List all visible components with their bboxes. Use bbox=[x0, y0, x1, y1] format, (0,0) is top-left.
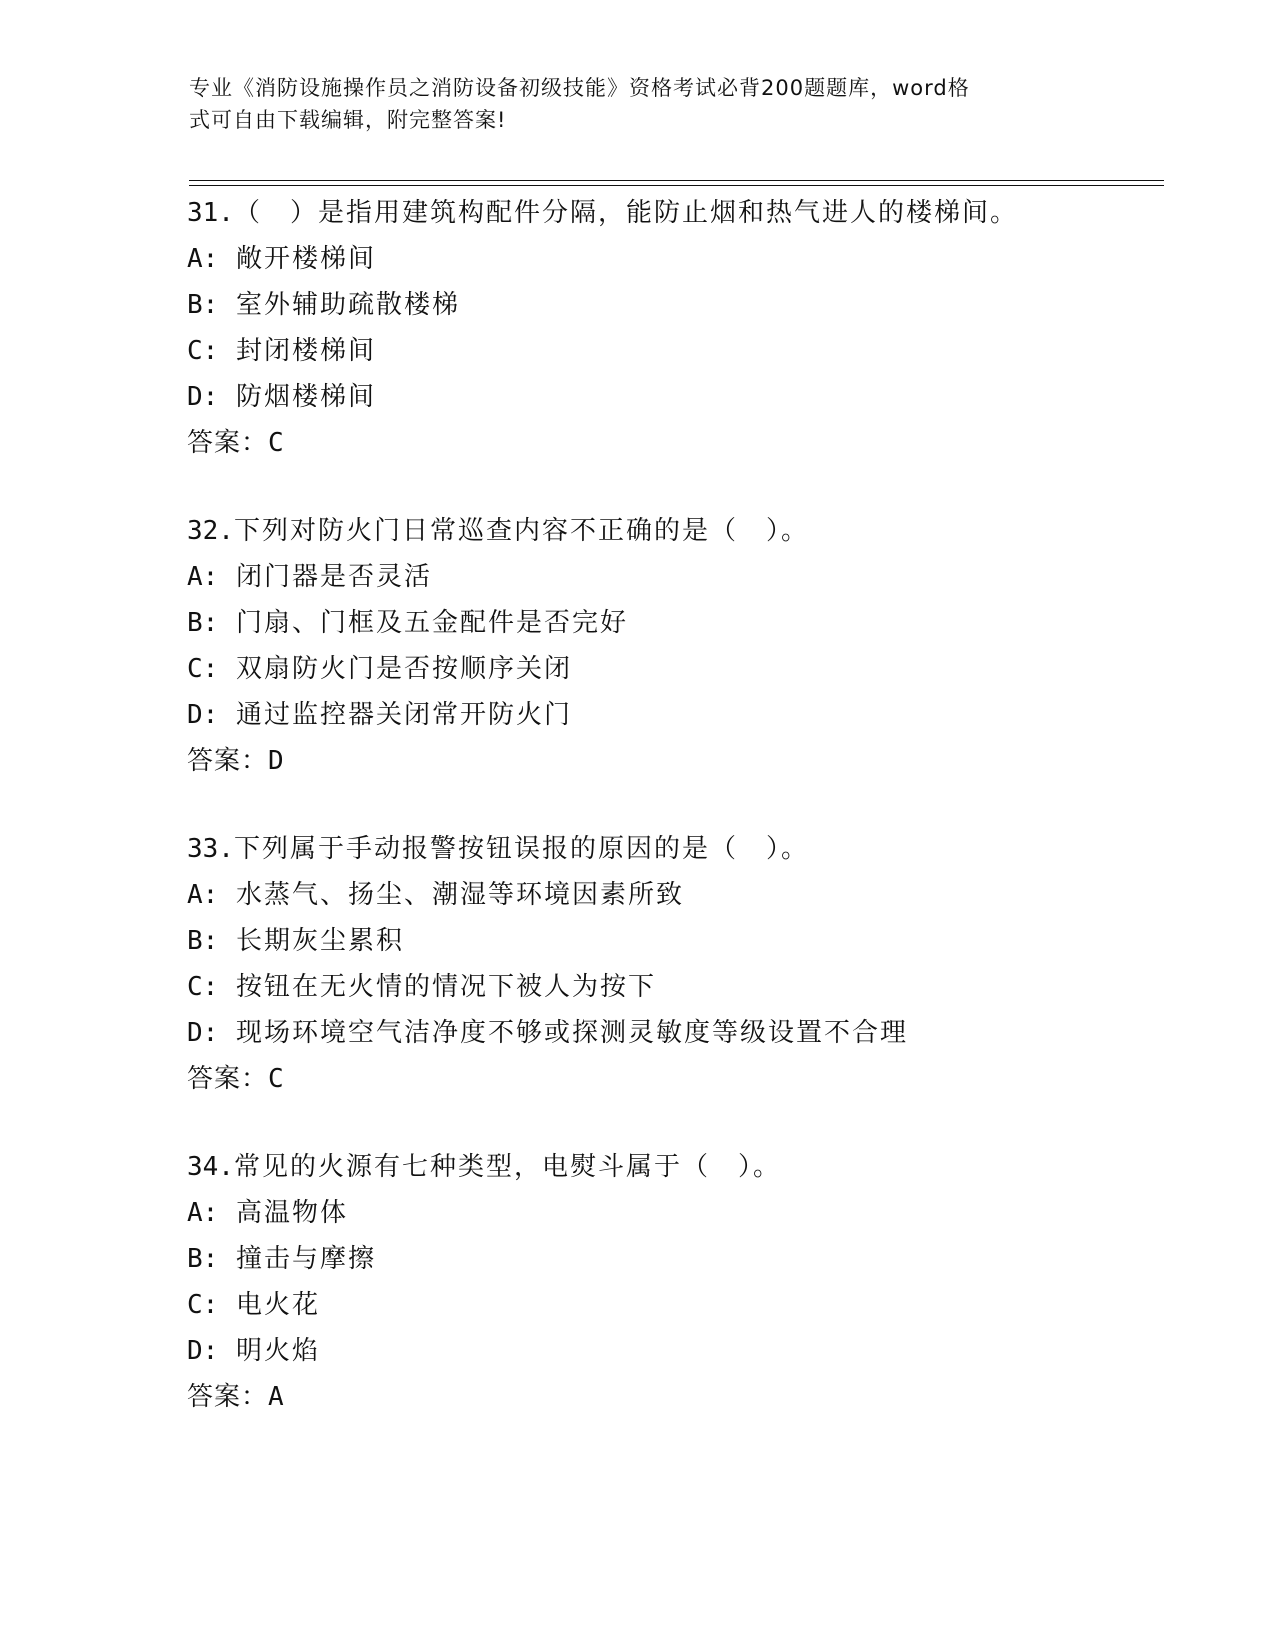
option-letter: C: bbox=[187, 972, 219, 1002]
question-stem bbox=[187, 508, 1167, 554]
option-c bbox=[187, 328, 1167, 374]
option-a bbox=[187, 554, 1167, 600]
question-stem bbox=[187, 1144, 1167, 1190]
option-text: 敞开楼梯间 bbox=[235, 244, 376, 274]
question-text: 下列属于手动报警按钮误报的原因的是（ ）。 bbox=[233, 834, 809, 864]
header-divider-top bbox=[189, 180, 1164, 181]
answer-line bbox=[187, 420, 1167, 466]
answer-value: A bbox=[268, 1382, 285, 1412]
answer-label: 答案： bbox=[187, 746, 269, 776]
option-text: 撞击与摩擦 bbox=[235, 1244, 376, 1274]
option-b bbox=[187, 282, 1167, 328]
option-letter: A: bbox=[187, 562, 219, 592]
question-text: 常见的火源有七种类型，电熨斗属于（ ）。 bbox=[233, 1152, 781, 1182]
option-text: 现场环境空气洁净度不够或探测灵敏度等级设置不合理 bbox=[235, 1018, 908, 1048]
header-divider-bottom bbox=[189, 185, 1164, 186]
option-text: 通过监控器关闭常开防火门 bbox=[235, 700, 572, 730]
question-text: （ ）是指用建筑构配件分隔，能防止烟和热气进人的楼梯间。 bbox=[233, 198, 1018, 228]
option-letter: A: bbox=[187, 880, 219, 910]
answer-label: 答案： bbox=[187, 428, 269, 458]
answer-value: D bbox=[268, 746, 285, 776]
question-32 bbox=[187, 508, 1167, 784]
option-letter: D: bbox=[187, 382, 219, 412]
option-c bbox=[187, 1282, 1167, 1328]
option-letter: D: bbox=[187, 1336, 219, 1366]
option-letter: B: bbox=[187, 608, 219, 638]
option-b bbox=[187, 1236, 1167, 1282]
option-text: 按钮在无火情的情况下被人为按下 bbox=[235, 972, 656, 1002]
option-letter: D: bbox=[187, 1018, 219, 1048]
answer-value: C bbox=[268, 428, 285, 458]
option-c bbox=[187, 646, 1167, 692]
answer-label: 答案： bbox=[187, 1382, 269, 1412]
answer-line bbox=[187, 1056, 1167, 1102]
option-text: 高温物体 bbox=[235, 1198, 348, 1228]
option-a bbox=[187, 236, 1167, 282]
question-number: 32. bbox=[187, 516, 234, 546]
option-letter: D: bbox=[187, 700, 219, 730]
option-text: 水蒸气、扬尘、潮湿等环境因素所致 bbox=[235, 880, 684, 910]
question-list bbox=[187, 190, 1167, 1462]
answer-label: 答案： bbox=[187, 1064, 269, 1094]
header-line-2: 式可自由下载编辑，附完整答案! bbox=[189, 108, 507, 132]
question-34 bbox=[187, 1144, 1167, 1420]
option-a bbox=[187, 872, 1167, 918]
option-letter: B: bbox=[187, 1244, 219, 1274]
option-text: 门扇、门框及五金配件是否完好 bbox=[235, 608, 628, 638]
answer-line bbox=[187, 738, 1167, 784]
option-letter: C: bbox=[187, 654, 219, 684]
question-stem bbox=[187, 826, 1167, 872]
option-letter: B: bbox=[187, 926, 219, 956]
option-text: 室外辅助疏散楼梯 bbox=[235, 290, 460, 320]
option-letter: A: bbox=[187, 244, 219, 274]
option-text: 长期灰尘累积 bbox=[235, 926, 404, 956]
question-33 bbox=[187, 826, 1167, 1102]
option-d bbox=[187, 692, 1167, 738]
option-b bbox=[187, 600, 1167, 646]
header-line-1: 专业《消防设施操作员之消防设备初级技能》资格考试必背200题题库，word格 bbox=[189, 76, 970, 100]
option-text: 明火焰 bbox=[235, 1336, 320, 1366]
answer-value: C bbox=[268, 1064, 285, 1094]
option-a bbox=[187, 1190, 1167, 1236]
document-header bbox=[189, 72, 1079, 136]
option-text: 闭门器是否灵活 bbox=[235, 562, 432, 592]
option-text: 双扇防火门是否按顺序关闭 bbox=[235, 654, 572, 684]
question-stem bbox=[187, 190, 1167, 236]
option-d bbox=[187, 374, 1167, 420]
option-d bbox=[187, 1328, 1167, 1374]
option-letter: C: bbox=[187, 1290, 219, 1320]
question-31 bbox=[187, 190, 1167, 466]
question-text: 下列对防火门日常巡查内容不正确的是（ ）。 bbox=[233, 516, 809, 546]
option-text: 防烟楼梯间 bbox=[235, 382, 376, 412]
option-letter: A: bbox=[187, 1198, 219, 1228]
option-b bbox=[187, 918, 1167, 964]
option-c bbox=[187, 964, 1167, 1010]
question-number: 33. bbox=[187, 834, 234, 864]
option-d bbox=[187, 1010, 1167, 1056]
option-text: 封闭楼梯间 bbox=[235, 336, 376, 366]
question-number: 34. bbox=[187, 1152, 234, 1182]
option-text: 电火花 bbox=[235, 1290, 320, 1320]
option-letter: B: bbox=[187, 290, 219, 320]
option-letter: C: bbox=[187, 336, 219, 366]
question-number: 31. bbox=[187, 198, 234, 228]
answer-line bbox=[187, 1374, 1167, 1420]
